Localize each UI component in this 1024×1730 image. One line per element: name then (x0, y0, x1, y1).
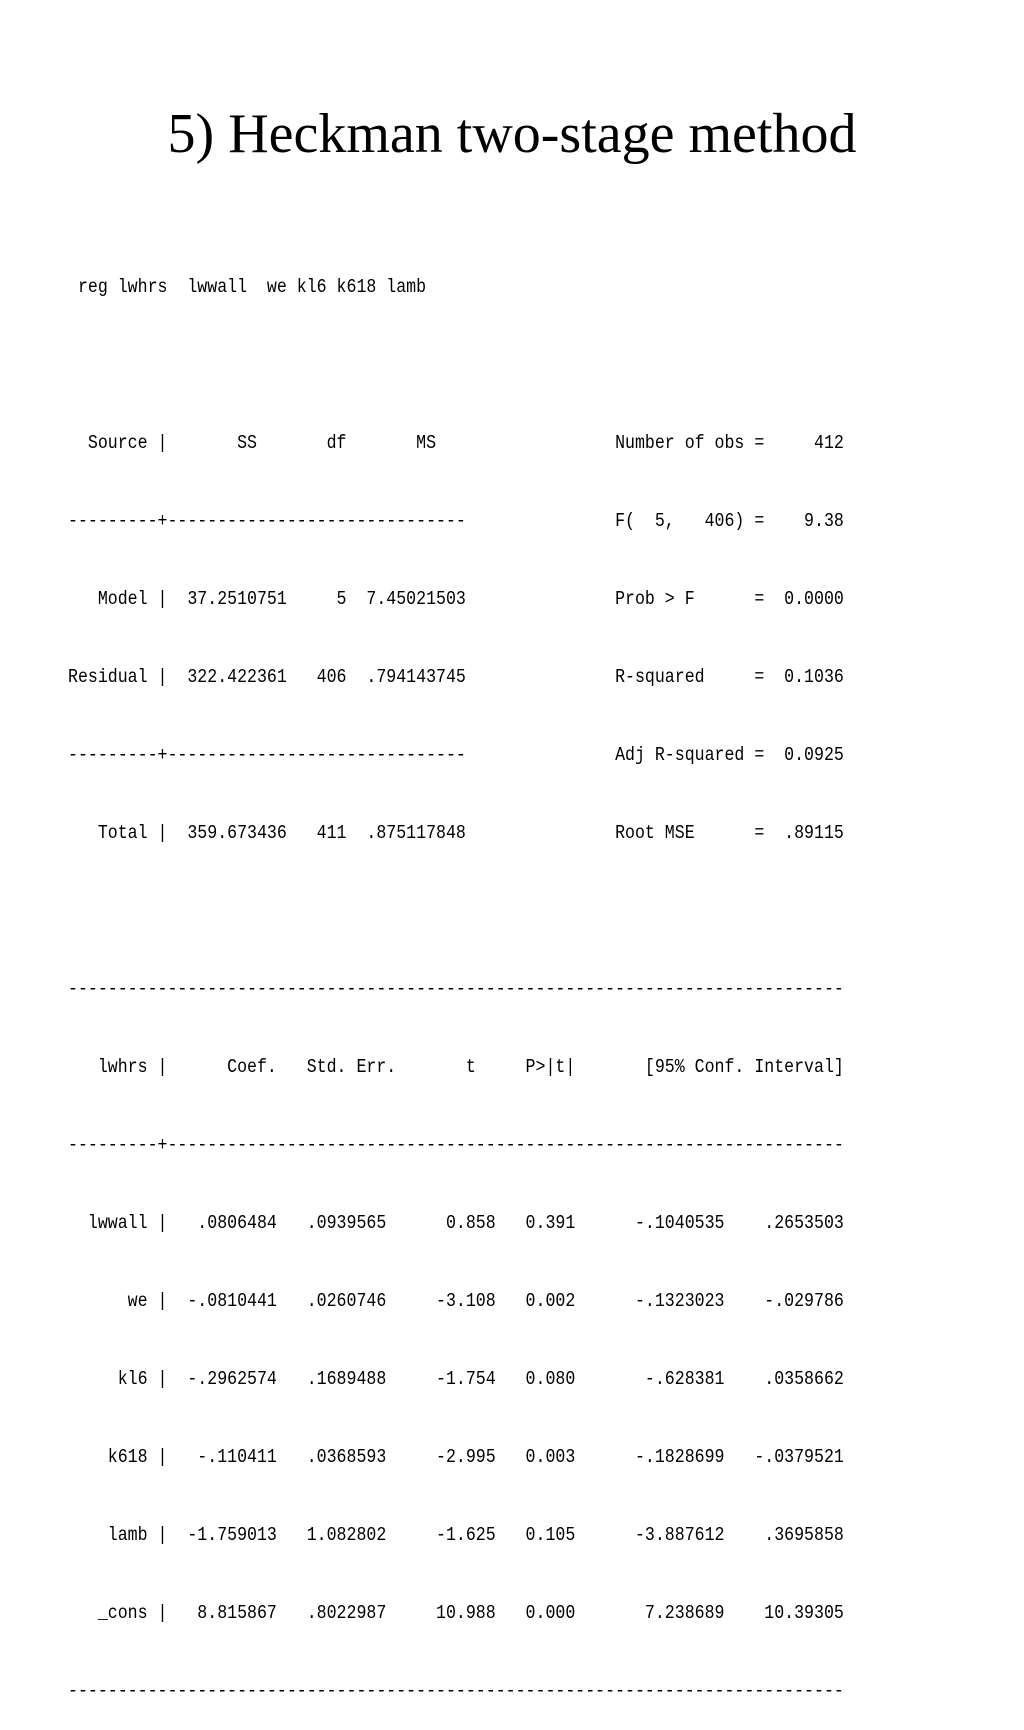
coef-table-bottom-rule: ------------------------------------------------------------------------------ (68, 1680, 844, 1702)
blank-line (68, 352, 844, 378)
anova-model-row: Model | 37.2510751 5 7.45021503 Prob > F = 0.0000 (68, 588, 844, 610)
anova-residual-row: Residual | 322.422361 406 .794143745 R-squared = 0.1036 (68, 666, 844, 688)
coef-row-lwwall: lwwall | .0806484 .0939565 0.858 0.391 -.1040535 .2653503 (68, 1212, 844, 1234)
blank-line (68, 898, 844, 924)
coef-row-lamb: lamb | -1.759013 1.082802 -1.625 0.105 -3.887612 .3695858 (68, 1524, 844, 1546)
coef-row-k618: k618 | -.110411 .0368593 -2.995 0.003 -.1828699 -.0379521 (68, 1446, 844, 1468)
coef-table-top-rule: ------------------------------------------------------------------------------ (68, 978, 844, 1000)
coef-table-header-row: lwhrs | Coef. Std. Err. t P>|t| [95% Conf. Interval] (68, 1056, 844, 1078)
anova-separator-row: ---------+------------------------------ Adj R-squared = 0.0925 (68, 744, 844, 766)
anova-total-row: Total | 359.673436 411 .875117848 Root MSE = .89115 (68, 822, 844, 844)
coef-row-we: we | -.0810441 .0260746 -3.108 0.002 -.1323023 -.029786 (68, 1290, 844, 1312)
coef-row-kl6: kl6 | -.2962574 .1689488 -1.754 0.080 -.628381 .0358662 (68, 1368, 844, 1390)
coef-table-separator-row: ---------+-------------------------------------------------------------------- (68, 1134, 844, 1156)
command-line: reg lwhrs lwwall we kl6 k618 lamb (68, 276, 427, 298)
anova-separator-row: ---------+------------------------------ F( 5, 406) = 9.38 (68, 510, 844, 532)
coef-row-cons: _cons | 8.815867 .8022987 10.988 0.000 7.238689 10.39305 (68, 1602, 844, 1624)
stata-regression-output (68, 222, 844, 1730)
anova-header-row: Source | SS df MS Number of obs = 412 (68, 432, 844, 454)
slide-title: 5) Heckman two-stage method (167, 103, 857, 165)
